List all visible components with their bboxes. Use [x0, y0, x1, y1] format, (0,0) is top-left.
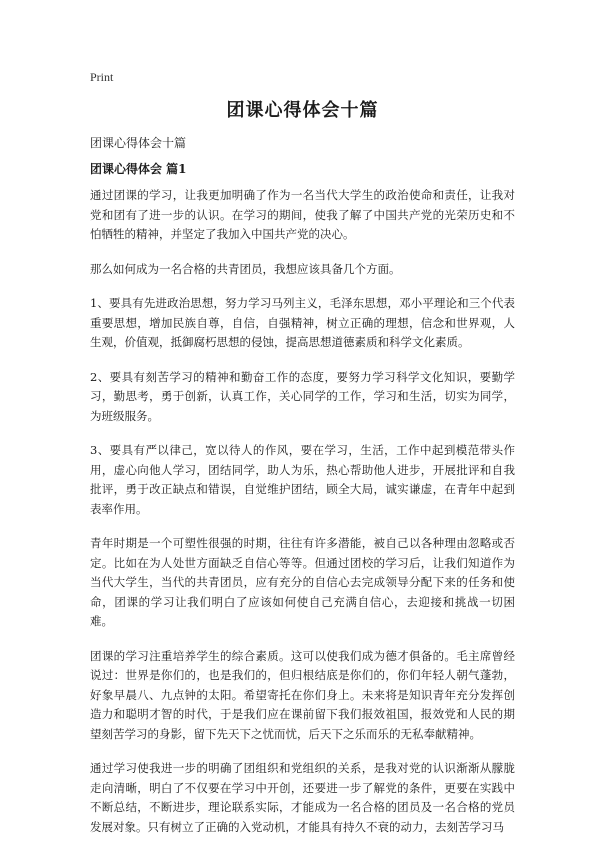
section-heading: 团课心得体会 篇1 [90, 162, 187, 176]
document-title: 团课心得体会十篇 [226, 100, 379, 121]
paragraph-6: 青年时期是一个可塑性很强的时期，往往有许多潜能，被自己以各种理由忽略或否定。比如在为人处世方面缺乏自信心等等。但通过团校的学习后，让我们知道作为当代大学生，当代的共青团员，应有充分的自信心去完成领导分配下来的任务和使命，团课的学习让我们明白了应该如何使自己充满自信心，去迎接和挑战一切困难。 [90, 536, 515, 628]
paragraph-4: 2、要具有刻苦学习的精神和勤奋工作的态度，要努力学习科学文化知识，要勤学习，勤思考，勇于创新，认真工作，关心同学的工作，学习和生活，切实为同学，为班级服务。 [90, 369, 515, 423]
paragraph-5: 3、要具有严以律己，宽以待人的作风，要在学习，生活，工作中起到模范带头作用，虚心向他人学习，团结同学，助人为乐，热心帮助他人进步，开展批评和自我批评，勇于改正缺点和错误，自觉维护团结，顾全大局，诚实谦虚，在青年中起到表率作用。 [90, 443, 515, 516]
paragraph-3: 1、要具有先进政治思想，努力学习马列主义，毛泽东思想，邓小平理论和三个代表重要思想，增加民族自尊，自信，自强精神，树立正确的理想，信念和世界观，人生观，价值观，抵御腐朽思想的侵蚀，提高思想道德素质和科学文化素质。 [90, 296, 515, 349]
document-body [90, 186, 515, 852]
document-subtitle: 团课心得体会十篇 [90, 136, 187, 150]
print-label: Print [90, 70, 114, 84]
paragraph-1: 通过团课的学习，让我更加明确了作为一名当代大学生的政治使命和责任，让我对党和团有了进一步的认识。在学习的期间，使我了解了中国共产党的光荣历史和不怕牺牲的精神，并坚定了我加入中国共产党的决心。 [90, 188, 515, 241]
paragraph-8: 通过学习使我进一步的明确了团组织和党组织的关系，是我对党的认识渐渐从朦胧走向清晰，明白了不仅要在学习中开创，还要进一步了解党的条件，更要在实践中不断总结，不断进步，理论联系实际，才能成为一名合格的团员及一名合格的党员发展对象。只有树立了正确的入党动机，才能具有持久不衰的动力，去刻苦学习马 [90, 761, 515, 834]
paragraph-2: 那么如何成为一名合格的共青团员，我想应该具备几个方面。 [90, 261, 401, 276]
paragraph-7: 团课的学习注重培养学生的综合素质。这可以使我们成为德才俱备的。毛主席曾经说过：世界是你们的，也是我们的，但归根结底是你们的，你们年轻人朝气蓬勃，好象早晨八、九点钟的太阳。希望寄托在你们身上。未来将是知识青年充分发挥创造力和聪明才智的时代，于是我们应在课前留下我们报效祖国，报效党和人民的期望刻苦学习的身影，留下先天下之忧而忧，后天下之乐而乐的无私奉献精神。 [90, 648, 515, 741]
